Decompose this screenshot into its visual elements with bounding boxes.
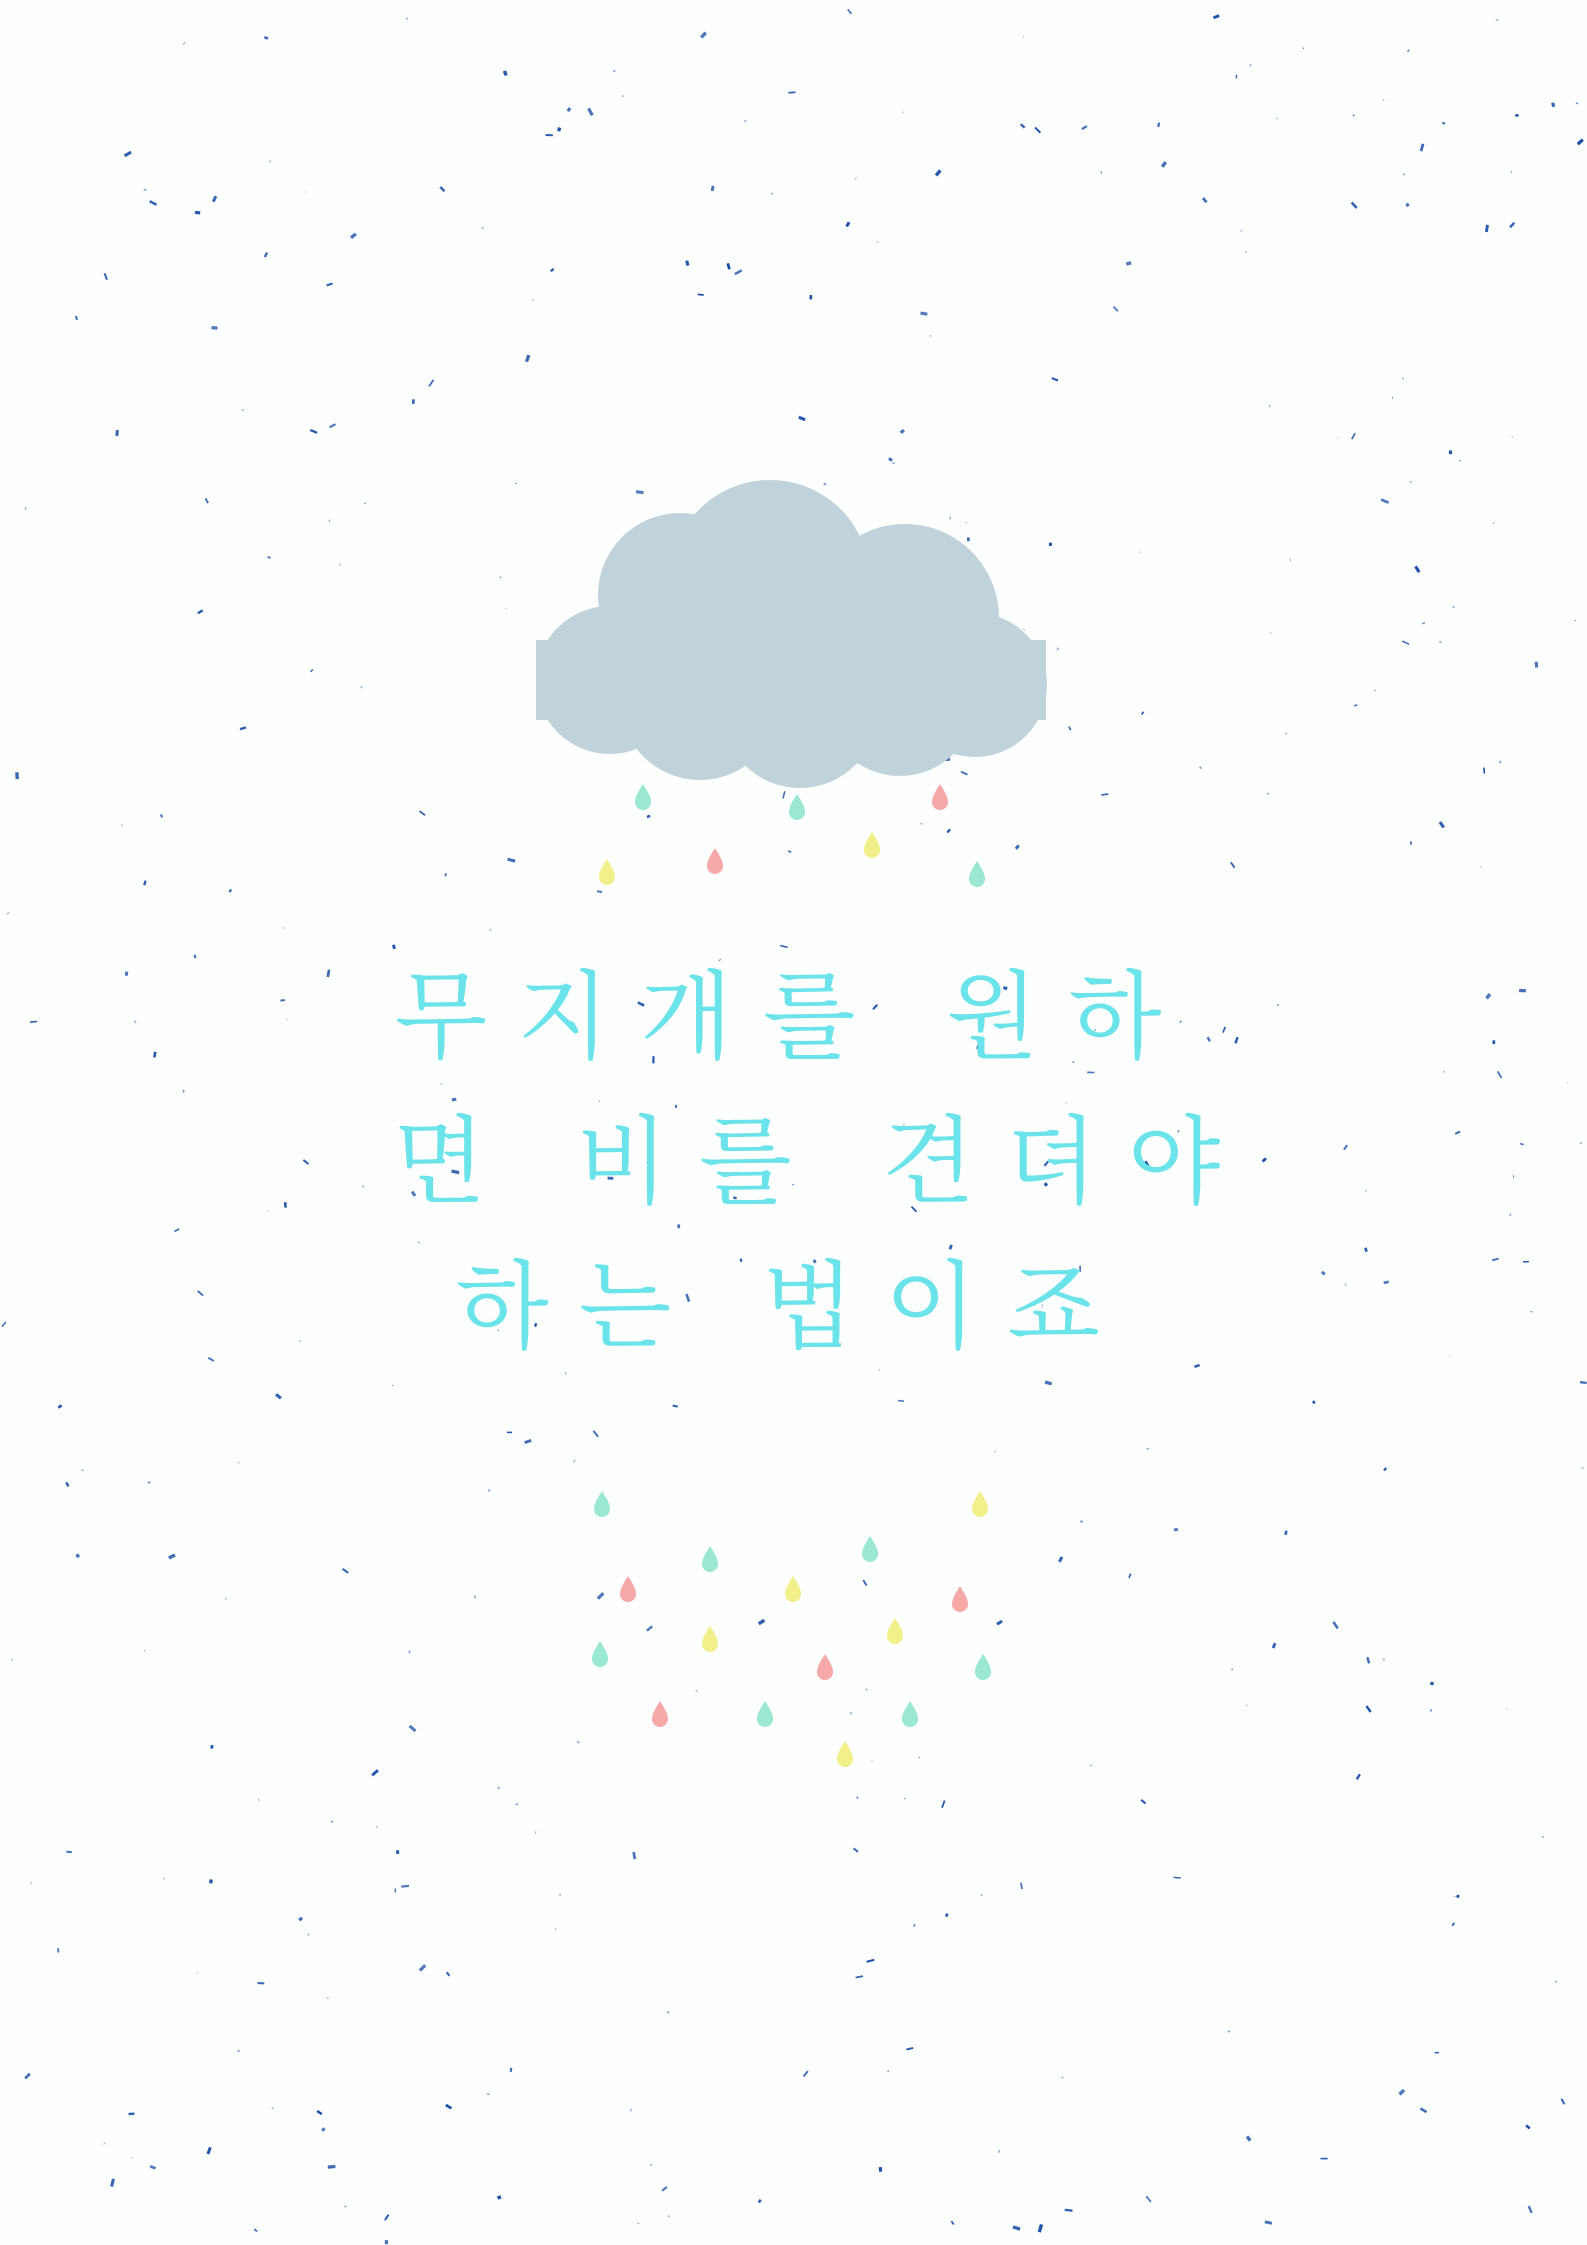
quote-line-1: 무지개를 원하 [394, 961, 1192, 1073]
raindrop-icon [902, 1701, 918, 1727]
raindrop-icon [702, 1626, 718, 1652]
raindrop-icon [592, 1641, 608, 1667]
raindrop-icon [789, 794, 805, 820]
raindrop-icon [932, 784, 948, 810]
raindrop-icon [702, 1546, 718, 1572]
raindrop-icon [652, 1701, 668, 1727]
quote-text [393, 945, 1251, 1380]
raindrop-icon [599, 859, 615, 885]
quote-line-3: 하는 법이죠 [455, 1251, 1131, 1363]
raindrop-icon [972, 1491, 988, 1517]
cloud-raindrops [599, 784, 985, 887]
raindrop-icon [887, 1618, 903, 1644]
raindrop-icon [952, 1586, 968, 1612]
quote-line-2: 면 비를 견뎌야 [393, 1106, 1251, 1218]
raindrop-icon [864, 832, 880, 858]
cloud-icon [536, 480, 1047, 788]
raindrop-icon [837, 1741, 853, 1767]
raindrop-icon [975, 1654, 991, 1680]
raindrop-icon [707, 848, 723, 874]
raindrop-icon [862, 1536, 878, 1562]
raindrop-cluster [592, 1491, 991, 1767]
raindrop-icon [620, 1576, 636, 1602]
raindrop-icon [785, 1576, 801, 1602]
raindrop-icon [594, 1491, 610, 1517]
raindrop-icon [635, 784, 651, 810]
raindrop-icon [969, 861, 985, 887]
raindrop-icon [757, 1701, 773, 1727]
raindrop-icon [817, 1654, 833, 1680]
